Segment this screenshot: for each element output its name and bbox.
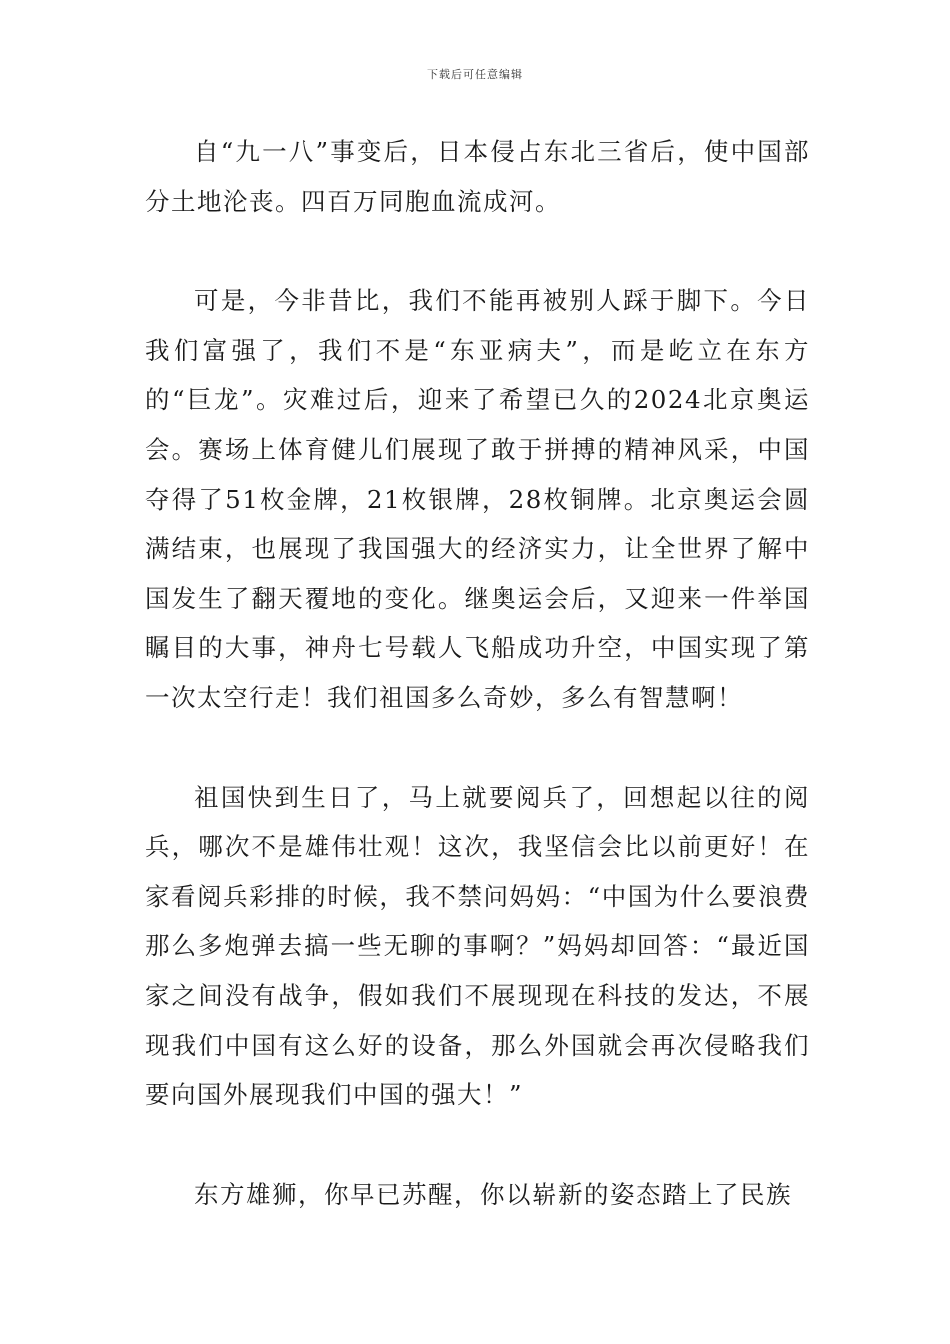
paragraph-4: 东方雄狮，你早已苏醒，你以崭新的姿态踏上了民族 [194,1179,792,1209]
header-note: 下载后可任意编辑 [427,68,523,81]
document-body [145,127,810,1269]
paragraph-3: 祖国快到生日了，马上就要阅兵了，回想起以往的阅兵，哪次不是雄伟壮观！这次，我坚信会比以前更好！在家看阅兵彩排的时候，我不禁问妈妈：“中国为什么要浪费那么多炮弹去搞一些无聊的事啊？”妈妈却回答：“最近国家之间没有战争，假如我们不展现现在科技的发达，不展现我们中国有这么好的设备，那么外国就会再次侵略我们要向国外展现我们中国的强大！” [145,782,810,1110]
paragraph-1: 自“九一八”事变后，日本侵占东北三省后，使中国部分土地沦丧。四百万同胞血流成河。 [145,137,810,216]
paragraph-2: 可是，今非昔比，我们不能再被别人踩于脚下。今日我们富强了，我们不是“东亚病夫”，而是屹立在东方的“巨龙”。灾难过后，迎来了希望已久的2024北京奥运会。赛场上体育健儿们展现了敢于拼搏的精神风采，中国夺得了51枚金牌，21枚银牌，28枚铜牌。北京奥运会圆满结束，也展现了我国强大的经济实力，让全世界了解中国发生了翻天覆地的变化。继奥运会后，又迎来一件举国瞩目的大事，神舟七号载人飞船成功升空，中国实现了第一次太空行走！我们祖国多么奇妙，多么有智慧啊！ [145,286,810,712]
